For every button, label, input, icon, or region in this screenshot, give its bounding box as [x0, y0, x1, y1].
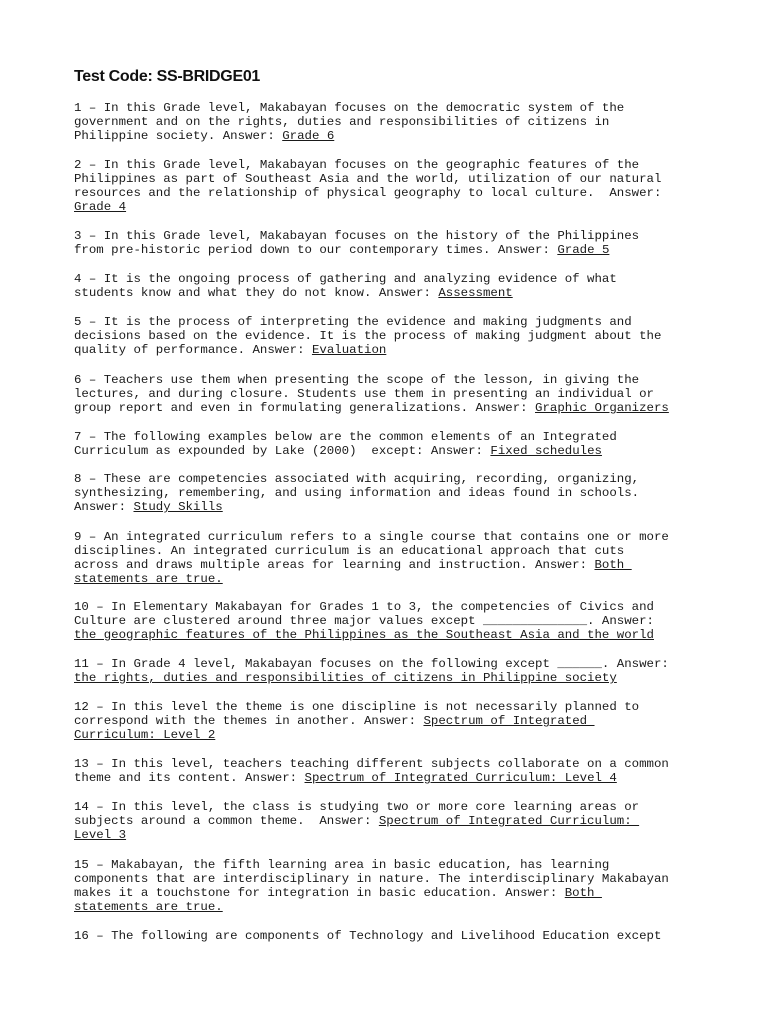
- question-text: 3 – In this Grade level, Makabayan focuses on the history of the Philippines: [74, 229, 640, 243]
- question-text: Curriculum as expounded by Lake (2000) except: Answer:: [74, 444, 491, 458]
- question-line: [74, 600, 704, 614]
- question-text: subjects around a common theme. Answer:: [74, 814, 379, 828]
- question-line: [74, 872, 704, 886]
- question-text: Philippines as part of Southeast Asia and the world, utilization of our natural: [74, 172, 662, 186]
- question-line: [74, 329, 704, 343]
- question-text: Answer:: [74, 500, 134, 514]
- question-line: [74, 858, 704, 872]
- question-text: quality of performance. Answer:: [74, 343, 312, 357]
- question-line: [74, 101, 704, 115]
- question-line: [74, 900, 704, 914]
- question-item: [74, 600, 704, 642]
- question-line: [74, 472, 704, 486]
- question-item: [74, 272, 704, 300]
- question-text: correspond with the themes in another. Answer:: [74, 714, 424, 728]
- question-line: [74, 272, 704, 286]
- question-text: 10 – In Elementary Makabayan for Grades 1 to 3, the competencies of Civics and: [74, 600, 654, 614]
- question-item: [74, 472, 704, 514]
- question-line: [74, 800, 704, 814]
- question-item: [74, 430, 704, 458]
- answer-text: Curriculum: Level 2: [74, 728, 216, 742]
- question-line: [74, 387, 704, 401]
- question-line: [74, 115, 704, 129]
- question-text: 13 – In this level, teachers teaching different subjects collaborate on a common: [74, 757, 669, 771]
- question-line: [74, 373, 704, 387]
- question-line: [74, 771, 704, 785]
- question-line: [74, 286, 704, 300]
- question-item: [74, 373, 704, 415]
- answer-text: Study Skills: [133, 500, 223, 514]
- question-item: [74, 315, 704, 357]
- answer-text: Fixed schedules: [490, 444, 602, 458]
- question-item: [74, 530, 704, 586]
- question-text: 8 – These are competencies associated with acquiring, recording, organizing,: [74, 472, 640, 486]
- question-line: [74, 886, 704, 900]
- question-text: students know and what they do not know. Answer:: [74, 286, 439, 300]
- question-text: 11 – In Grade 4 level, Makabayan focuses on the following except ______. Answer:: [74, 657, 669, 671]
- question-text: across and draws multiple areas for learning and instruction. Answer:: [74, 558, 595, 572]
- question-line: [74, 530, 704, 544]
- question-text: components that are interdisciplinary in nature. The interdisciplinary Makabayan: [74, 872, 669, 886]
- question-text: 7 – The following examples below are the common elements of an Integrated: [74, 430, 617, 444]
- question-line: [74, 401, 704, 415]
- question-text: 1 – In this Grade level, Makabayan focuses on the democratic system of the: [74, 101, 625, 115]
- answer-text: Spectrum of Integrated Curriculum: Level 4: [304, 771, 617, 785]
- question-item: [74, 700, 704, 742]
- question-text: 5 – It is the process of interpreting the evidence and making judgments and: [74, 315, 632, 329]
- question-line: [74, 315, 704, 329]
- answer-text: Spectrum of Integrated Curriculum:: [378, 814, 640, 828]
- question-line: [74, 444, 704, 458]
- question-line: [74, 572, 704, 586]
- question-line: [74, 129, 704, 143]
- question-text: resources and the relationship of physical geography to local culture. Answer:: [74, 186, 662, 200]
- test-code-title: Test Code: SS-BRIDGE01: [74, 68, 261, 85]
- question-line: [74, 828, 704, 842]
- question-text: 9 – An integrated curriculum refers to a single course that contains one or more: [74, 530, 669, 544]
- answer-text: statements are true.: [74, 572, 223, 586]
- question-item: [74, 929, 704, 943]
- answer-text: Evaluation: [311, 343, 387, 357]
- question-item: [74, 858, 704, 914]
- answer-text: Grade 4: [74, 200, 127, 214]
- answer-text: Grade 6: [282, 129, 335, 143]
- question-line: [74, 657, 704, 671]
- answer-text: the geographic features of the Philippines as the Southeast Asia and the world: [74, 628, 654, 642]
- answer-text: Spectrum of Integrated: [423, 714, 595, 728]
- question-text: 4 – It is the ongoing process of gathering and analyzing evidence of what: [74, 272, 617, 286]
- answer-text: the rights, duties and responsibilities of citizens in Philippine society: [74, 671, 617, 685]
- question-item: [74, 101, 704, 143]
- answer-text: Grade 5: [557, 243, 610, 257]
- question-line: [74, 229, 704, 243]
- question-text: from pre-historic period down to our contemporary times. Answer:: [74, 243, 558, 257]
- question-text: disciplines. An integrated curriculum is an educational approach that cuts: [74, 544, 625, 558]
- question-line: [74, 700, 704, 714]
- question-text: 2 – In this Grade level, Makabayan focuses on the geographic features of the: [74, 158, 640, 172]
- question-line: [74, 614, 704, 628]
- question-line: [74, 500, 704, 514]
- question-line: [74, 558, 704, 572]
- question-line: [74, 343, 704, 357]
- question-line: [74, 814, 704, 828]
- question-line: [74, 671, 704, 685]
- question-item: [74, 158, 704, 214]
- question-text: lectures, and during closure. Students use them in presenting an individual or: [74, 387, 654, 401]
- question-line: [74, 430, 704, 444]
- question-text: Culture are clustered around three major values except ______________. Answer:: [74, 614, 654, 628]
- question-text: 16 – The following are components of Technology and Livelihood Education except: [74, 929, 662, 943]
- question-line: [74, 186, 704, 200]
- question-text: synthesizing, remembering, and using information and ideas found in schools.: [74, 486, 640, 500]
- question-line: [74, 486, 704, 500]
- answer-text: Both: [564, 886, 602, 900]
- question-text: makes it a touchstone for integration in basic education. Answer:: [74, 886, 565, 900]
- answer-text: statements are true.: [74, 900, 223, 914]
- question-item: [74, 657, 704, 685]
- question-line: [74, 200, 704, 214]
- question-line: [74, 158, 704, 172]
- answer-text: Graphic Organizers: [535, 401, 669, 415]
- answer-text: Assessment: [438, 286, 513, 300]
- question-text: government and on the rights, duties and responsibilities of citizens in: [74, 115, 610, 129]
- question-text: decisions based on the evidence. It is the process of making judgment about the: [74, 329, 662, 343]
- question-text: group report and even in formulating generalizations. Answer:: [74, 401, 536, 415]
- question-line: [74, 929, 704, 943]
- question-text: Philippine society. Answer:: [74, 129, 283, 143]
- question-line: [74, 628, 704, 642]
- question-line: [74, 243, 704, 257]
- question-text: 15 – Makabayan, the fifth learning area in basic education, has learning: [74, 858, 610, 872]
- answer-text: Both: [594, 558, 632, 572]
- question-line: [74, 757, 704, 771]
- question-line: [74, 544, 704, 558]
- question-item: [74, 800, 704, 842]
- question-text: theme and its content. Answer:: [74, 771, 305, 785]
- question-text: 12 – In this level the theme is one discipline is not necessarily planned to: [74, 700, 640, 714]
- question-text: 6 – Teachers use them when presenting the scope of the lesson, in giving the: [74, 373, 640, 387]
- question-line: [74, 172, 704, 186]
- question-line: [74, 728, 704, 742]
- question-item: [74, 229, 704, 257]
- question-line: [74, 714, 704, 728]
- question-text: 14 – In this level, the class is studying two or more core learning areas or: [74, 800, 640, 814]
- answer-text: Level 3: [74, 828, 127, 842]
- question-item: [74, 757, 704, 785]
